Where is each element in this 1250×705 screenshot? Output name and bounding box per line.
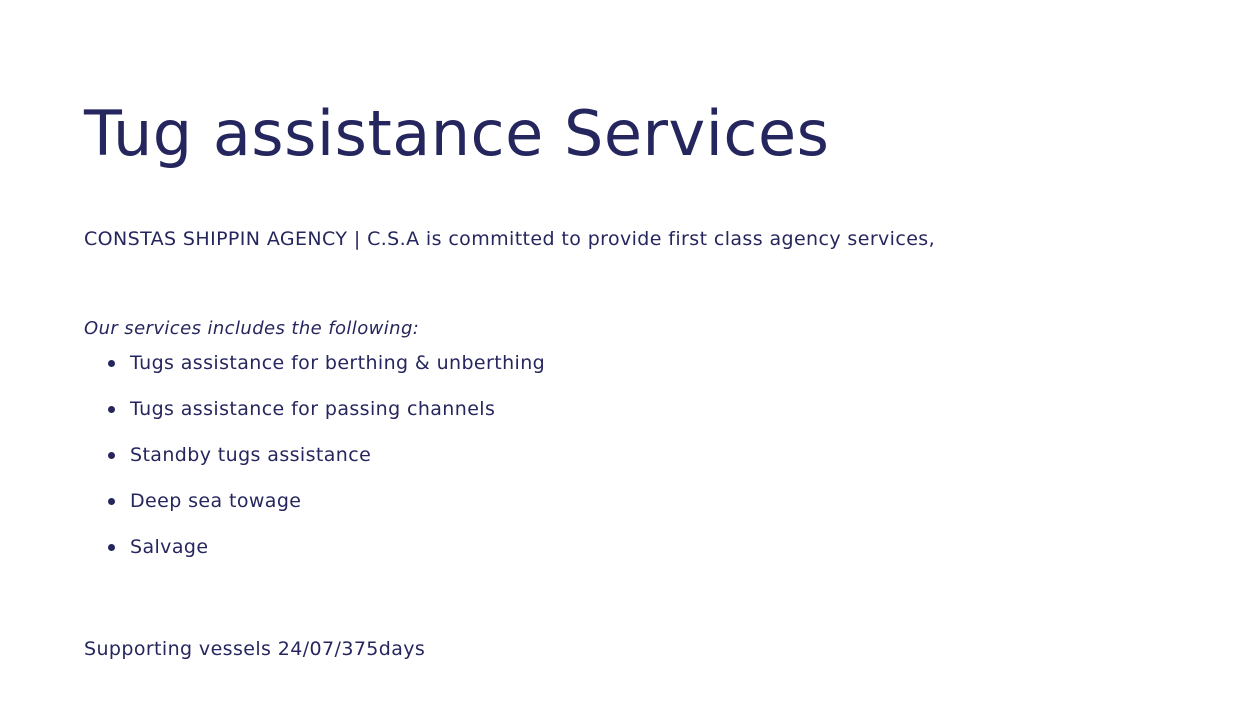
list-item-label: Salvage bbox=[130, 536, 209, 558]
services-list bbox=[84, 340, 984, 570]
list-item bbox=[84, 478, 984, 524]
bullet-icon bbox=[108, 544, 115, 551]
list-item bbox=[84, 432, 984, 478]
list-item bbox=[84, 340, 984, 386]
bullet-icon bbox=[108, 498, 115, 505]
list-item-label: Tugs assistance for berthing & unberthing bbox=[130, 352, 546, 374]
footer-note: Supporting vessels 24/07/375days bbox=[84, 638, 426, 660]
list-item-label: Tugs assistance for passing channels bbox=[130, 398, 496, 420]
list-item-label: Standby tugs assistance bbox=[130, 444, 372, 466]
page-title: Tug assistance Services bbox=[84, 96, 830, 170]
list-item-label: Deep sea towage bbox=[130, 490, 302, 512]
bullet-icon bbox=[108, 452, 115, 459]
bullet-icon bbox=[108, 360, 115, 367]
list-item bbox=[84, 524, 984, 570]
services-lead-in: Our services includes the following: bbox=[84, 318, 420, 339]
intro-paragraph: CONSTAS SHIPPIN AGENCY | C.S.A is committed to provide first class agency services, bbox=[84, 228, 936, 250]
bullet-icon bbox=[108, 406, 115, 413]
list-item bbox=[84, 386, 984, 432]
